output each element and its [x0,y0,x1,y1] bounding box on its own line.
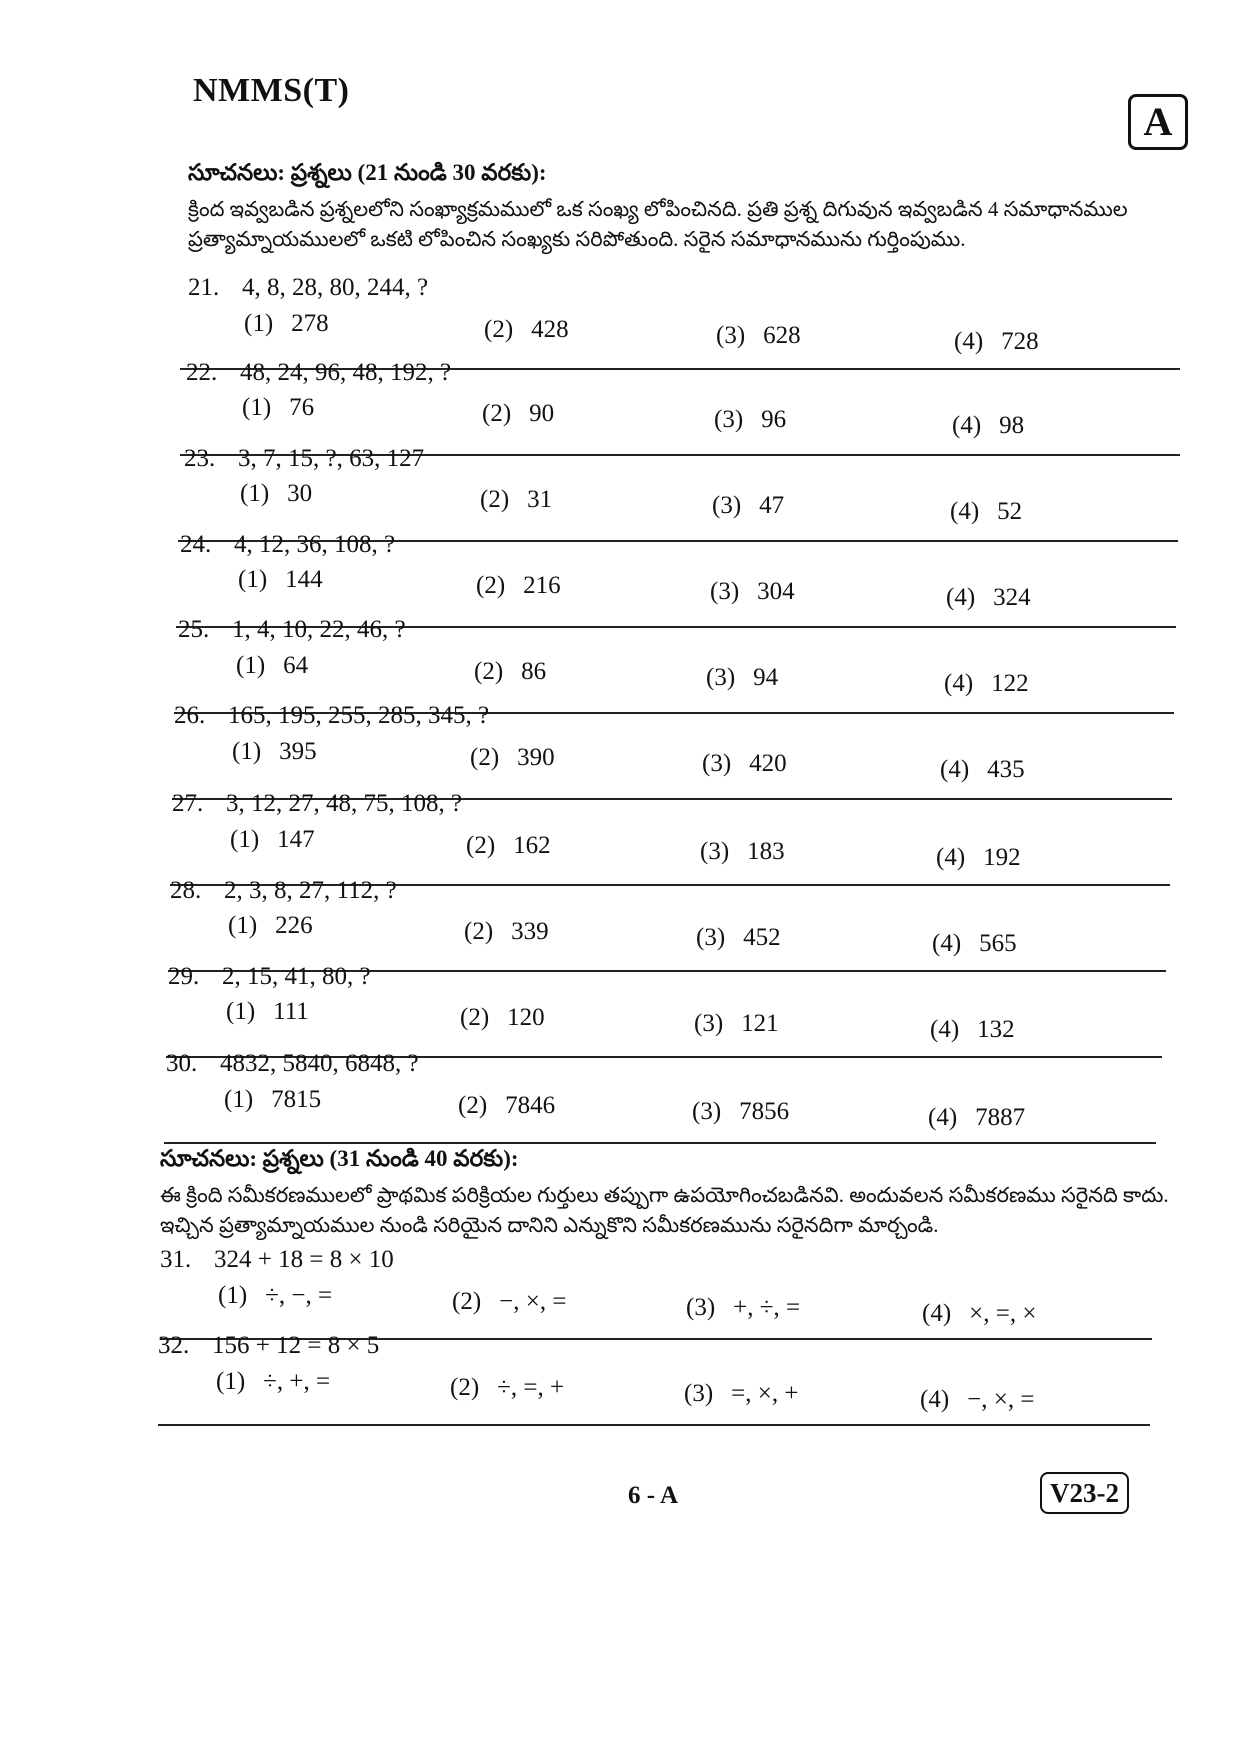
option-value: −, ×, = [499,1288,567,1315]
option-value: 7887 [975,1104,1026,1131]
option-number: (2) [464,918,494,945]
option-number: (3) [716,322,746,349]
question-number: 23. [184,445,216,472]
section2-instructions-title: సూచనలు: ప్రశ్నలు (31 నుండి 40 వరకు): [160,1146,519,1171]
question-number: 25. [178,616,210,643]
option-number: (2) [452,1288,482,1315]
question-number: 27. [172,790,204,817]
option-value: 7856 [739,1098,790,1125]
option-number: (2) [484,316,514,343]
option-value: 86 [521,658,547,685]
option-value: 76 [289,394,315,421]
answer-option [228,912,313,940]
option-value: ÷, −, = [265,1282,333,1309]
answer-option [484,316,569,344]
option-number: (4) [936,844,966,871]
answer-option [710,578,795,606]
answer-option [230,826,315,854]
option-number: (1) [226,998,256,1025]
question-text: 2, 15, 41, 80, ? [222,963,371,990]
option-value: 7846 [505,1092,556,1119]
answer-option [460,1004,545,1032]
option-value: 147 [277,826,315,853]
option-number: (1) [232,738,262,765]
answer-option [464,918,549,946]
option-number: (2) [450,1374,480,1401]
option-number: (1) [228,912,258,939]
question-number: 22. [186,359,218,386]
option-number: (2) [480,486,510,513]
answer-option [712,492,784,520]
option-value: ÷, =, + [497,1374,565,1401]
question-text: 3, 12, 27, 48, 75, 108, ? [226,790,463,817]
answer-option [482,400,554,428]
question-number: 30. [166,1050,198,1077]
answer-option [936,844,1021,872]
option-number: (3) [686,1294,716,1321]
question-number: 28. [170,877,202,904]
question-text: 3, 7, 15, ?, 63, 127 [238,445,425,472]
question-text: 156 + 12 = 8 × 5 [212,1332,380,1359]
option-value: 339 [511,918,549,945]
option-number: (1) [230,826,260,853]
answer-option [952,412,1024,440]
question-number: 31. [160,1246,192,1273]
option-value: 226 [275,912,313,939]
option-number: (2) [474,658,504,685]
answer-option [470,744,555,772]
answer-option [686,1294,800,1322]
option-number: (4) [944,670,974,697]
option-value: 64 [283,652,309,679]
answer-option [700,838,785,866]
option-number: (2) [482,400,512,427]
answer-option [930,1016,1015,1044]
option-number: (4) [946,584,976,611]
option-value: 144 [285,566,323,593]
set-letter-badge: A [1128,94,1188,150]
option-value: 122 [991,670,1029,697]
answer-option [474,658,546,686]
option-number: (2) [476,572,506,599]
option-value: 192 [983,844,1021,871]
option-number: (3) [706,664,736,691]
option-value: 395 [279,738,317,765]
option-number: (4) [930,1016,960,1043]
answer-option [476,572,561,600]
option-number: (3) [694,1010,724,1037]
answer-option [940,756,1025,784]
option-number: (3) [696,924,726,951]
answer-option [466,832,551,860]
option-value: 278 [291,310,329,337]
option-number: (3) [684,1380,714,1407]
option-value: 162 [513,832,551,859]
option-value: −, ×, = [967,1386,1035,1413]
answer-option [954,328,1039,356]
question-text: 324 + 18 = 8 × 10 [214,1246,394,1273]
section2-instructions-text: ఈ క్రింది సమీకరణములలో ప్రాథమిక పరిక్రియల గుర్తులు తప్పుగా ఉపయోగించబడినవి. అందువలన సమీకరణము సరైనది కాదు. ఇచ్చిన ప్రత్యామ్నాయముల నుండి సరియైన దానిని ఎన్నుకొని సమీకరణమును సరైనదిగా మార్చండి. [160,1183,1169,1237]
option-number: (1) [244,310,274,337]
option-value: 390 [517,744,555,771]
question-text: 165, 195, 255, 285, 345, ? [228,702,490,729]
answer-option [218,1282,332,1310]
option-number: (2) [466,832,496,859]
answer-option [922,1300,1036,1328]
option-value: 96 [761,406,787,433]
option-value: 98 [999,412,1025,439]
option-number: (3) [700,838,730,865]
answer-option [226,998,309,1026]
option-number: (1) [218,1282,248,1309]
answer-option [950,498,1022,526]
option-value: 47 [759,492,785,519]
answer-option [920,1386,1034,1414]
option-number: (4) [932,930,962,957]
option-number: (4) [922,1300,952,1327]
option-number: (4) [954,328,984,355]
question-text: 4, 12, 36, 108, ? [234,531,396,558]
question-number: 24. [180,531,212,558]
option-number: (4) [952,412,982,439]
answer-option [240,480,312,508]
option-value: 90 [529,400,555,427]
answer-option [216,1368,330,1396]
answer-option [692,1098,789,1126]
option-value: 420 [749,750,787,777]
option-value: ×, =, × [969,1300,1037,1327]
answer-option [716,322,801,350]
page-number: 6 - A [628,1482,678,1509]
option-number: (1) [216,1368,246,1395]
question-number: 29. [168,963,200,990]
option-value: 31 [527,486,553,513]
section1-instructions-title: సూచనలు: ప్రశ్నలు (21 నుండి 30 వరకు): [188,160,547,185]
option-value: 728 [1001,328,1039,355]
option-value: 628 [763,322,801,349]
question-number: 21. [188,274,220,301]
answer-option [238,566,323,594]
question-text: 4, 8, 28, 80, 244, ? [242,274,429,301]
answer-option [224,1086,321,1114]
option-value: 121 [741,1010,779,1037]
question-text: 1, 4, 10, 22, 46, ? [232,616,406,643]
option-value: ÷, +, = [263,1368,331,1395]
option-number: (2) [460,1004,490,1031]
option-value: 111 [273,998,309,1025]
answer-option [242,394,314,422]
option-value: =, ×, + [731,1380,799,1407]
answer-option [946,584,1031,612]
question-number: 32. [158,1332,190,1359]
option-number: (1) [242,394,272,421]
option-value: 30 [287,480,313,507]
answer-option [236,652,308,680]
option-number: (1) [224,1086,254,1113]
option-value: 94 [753,664,779,691]
answer-option [452,1288,566,1316]
answer-option [684,1380,798,1408]
question-text: 4832, 5840, 6848, ? [220,1050,419,1077]
answer-option [702,750,787,778]
option-number: (1) [238,566,268,593]
answer-option [450,1374,564,1402]
option-number: (4) [950,498,980,525]
answer-option [714,406,786,434]
option-number: (1) [240,480,270,507]
question-divider [158,1424,1150,1426]
option-value: 324 [993,584,1031,611]
option-number: (3) [714,406,744,433]
option-value: +, ÷, = [733,1294,801,1321]
section1-instructions-text: క్రింద ఇవ్వబడిన ప్రశ్నలలోని సంఖ్యాక్రమములో ఒక సంఖ్య లోపించినది. ప్రతి ప్రశ్న దిగువున ఇవ్వబడిన 4 సమాధానముల ప్రత్యామ్నాయములలో ఒకటి లోపించిన సంఖ్యకు సరిపోతుంది. సరైన సమాధానమును గుర్తింపుము. [188,197,1128,251]
option-number: (1) [236,652,266,679]
answer-option [458,1092,555,1120]
option-number: (2) [458,1092,488,1119]
option-value: 7815 [271,1086,322,1113]
option-value: 452 [743,924,781,951]
question-text: 2, 3, 8, 27, 112, ? [224,877,397,904]
option-number: (3) [692,1098,722,1125]
option-number: (3) [712,492,742,519]
option-number: (4) [920,1386,950,1413]
answer-option [694,1010,779,1038]
option-value: 216 [523,572,561,599]
paper-code-badge: V23-2 [1040,1472,1129,1514]
option-value: 304 [757,578,795,605]
answer-option [232,738,317,766]
option-number: (2) [470,744,500,771]
option-value: 52 [997,498,1023,525]
option-value: 120 [507,1004,545,1031]
option-value: 132 [977,1016,1015,1043]
exam-code-title: NMMS(T) [193,72,350,109]
answer-option [696,924,781,952]
answer-option [944,670,1029,698]
option-value: 428 [531,316,569,343]
answer-option [928,1104,1025,1132]
option-number: (3) [702,750,732,777]
answer-option [244,310,329,338]
option-value: 183 [747,838,785,865]
answer-option [706,664,778,692]
option-value: 565 [979,930,1017,957]
option-number: (3) [710,578,740,605]
question-text: 48, 24, 96, 48, 192, ? [240,359,452,386]
option-number: (4) [940,756,970,783]
option-number: (4) [928,1104,958,1131]
question-number: 26. [174,702,206,729]
question-divider [164,1142,1156,1144]
answer-option [932,930,1017,958]
option-value: 435 [987,756,1025,783]
answer-option [480,486,552,514]
